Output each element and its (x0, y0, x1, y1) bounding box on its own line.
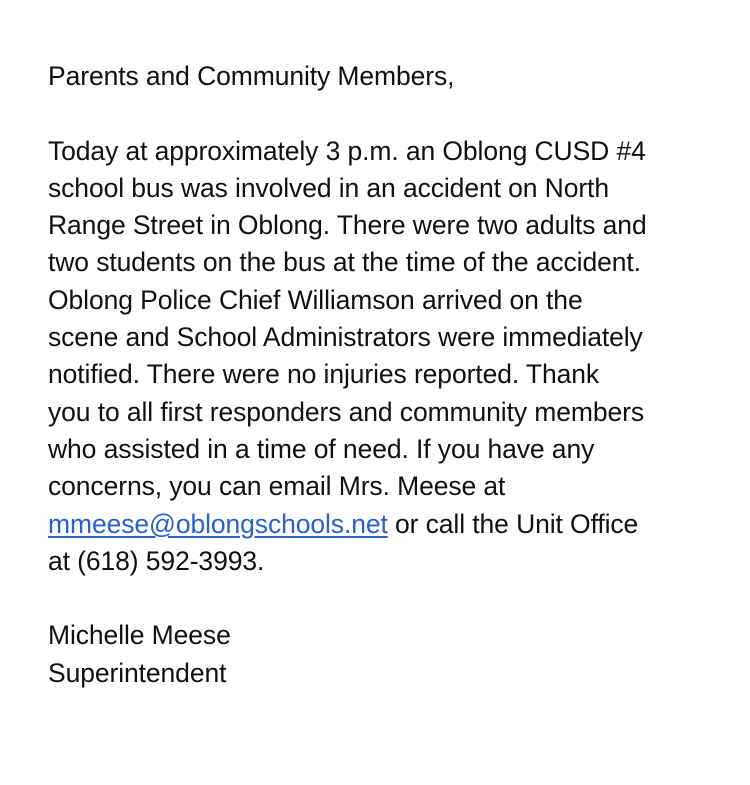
body-text: or call the Unit Office (387, 508, 639, 539)
letter-body (48, 133, 728, 581)
body-line-with-link (48, 506, 728, 543)
body-line: Oblong Police Chief Williamson arrived on the (48, 284, 583, 315)
body-line: at (618) 592-3993. (48, 545, 265, 576)
body-line: Today at approximately 3 p.m. an Oblong CUSD #4 (48, 135, 646, 166)
body-line: concerns, you can email Mrs. Meese at (48, 471, 506, 502)
paragraph-gap (48, 95, 728, 132)
paragraph-gap (48, 580, 728, 617)
body-line: notified. There were no injuries reported. Thank (48, 359, 600, 390)
body-line: you to all first responders and community members (48, 396, 645, 427)
letter (48, 58, 728, 692)
signature-name: Michelle Meese (48, 620, 231, 651)
body-line: school bus was involved in an accident on North (48, 172, 609, 203)
body-line: two students on the bus at the time of the accident. (48, 247, 641, 278)
body-line: scene and School Administrators were immediately (48, 322, 643, 353)
signature-title: Superintendent (48, 657, 227, 688)
body-line: who assisted in a time of need. If you have any (48, 433, 595, 464)
body-line: Range Street in Oblong. There were two adults and (48, 210, 647, 241)
salutation: Parents and Community Members, (48, 61, 455, 91)
email-link[interactable]: mmeese@oblongschools.net (48, 508, 388, 539)
